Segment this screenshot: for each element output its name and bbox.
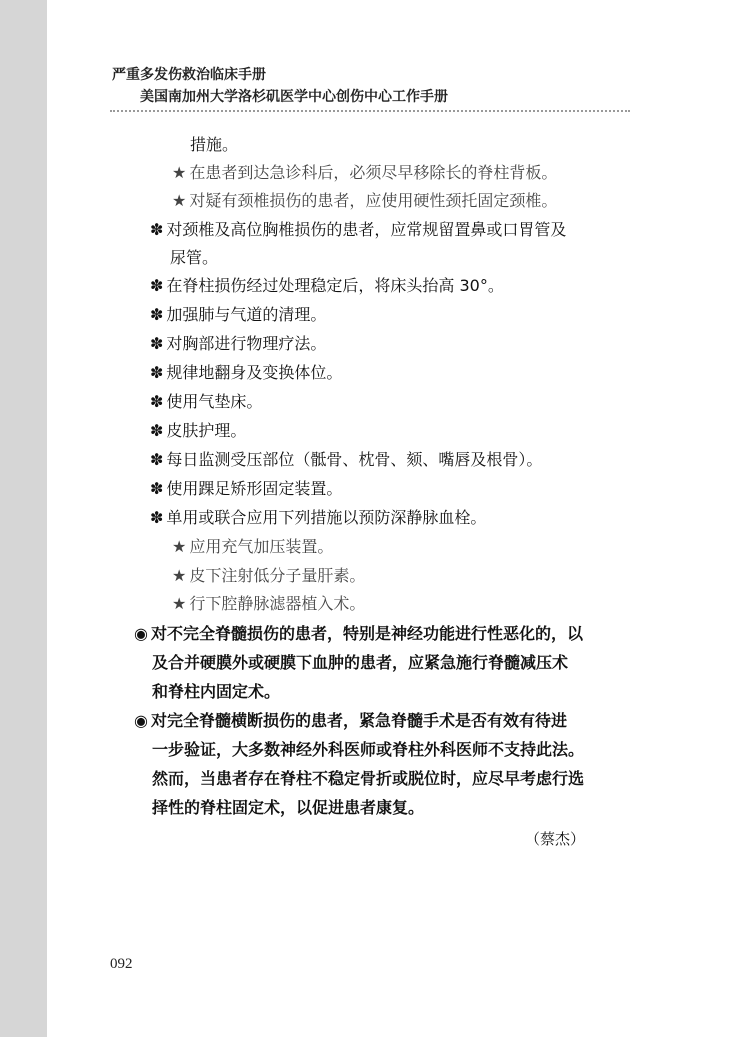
text-line xyxy=(190,135,238,155)
list-item xyxy=(150,421,246,441)
page-number: 092 xyxy=(110,956,133,972)
book-subtitle: 美国南加州大学洛杉矶医学中心创伤中心工作手册 xyxy=(140,89,448,105)
text-line-content: 尿管。 xyxy=(170,248,219,267)
text-line-content: 择性的脊柱固定术，以促进患者康复。 xyxy=(152,798,425,817)
text-line xyxy=(152,682,280,702)
flower-bullet-icon: ✽ xyxy=(150,508,164,527)
text-line xyxy=(152,798,424,818)
list-item-text: 使用踝足矫形固定装置。 xyxy=(166,479,343,498)
list-item xyxy=(150,220,566,240)
list-item xyxy=(134,711,567,731)
text-line-content: 措施。 xyxy=(190,135,239,154)
star-bullet-icon: ★ xyxy=(172,594,187,613)
list-item-text: 使用气垫床。 xyxy=(166,392,263,411)
author-credit: （蔡杰） xyxy=(525,830,586,848)
list-item-text: 规律地翻身及变换体位。 xyxy=(166,363,343,382)
circle-bullet-icon: ◉ xyxy=(134,711,148,730)
list-item-text: 对颈椎及高位胸椎损伤的患者，应常规留置鼻或口胃管及 xyxy=(166,220,567,239)
list-item xyxy=(150,479,342,499)
list-item-text: 对胸部进行物理疗法。 xyxy=(166,334,327,353)
flower-bullet-icon: ✽ xyxy=(150,450,164,469)
list-item xyxy=(172,191,557,211)
list-item xyxy=(172,163,557,183)
list-item xyxy=(134,624,583,644)
flower-bullet-icon: ✽ xyxy=(150,276,164,295)
list-item-text: 对不完全脊髓损伤的患者，特别是神经功能进行性恶化的，以 xyxy=(150,624,583,643)
list-item-text: 皮下注射低分子量肝素。 xyxy=(189,566,366,585)
flower-bullet-icon: ✽ xyxy=(150,305,164,324)
book-title: 严重多发伤救治临床手册 xyxy=(112,67,266,83)
star-bullet-icon: ★ xyxy=(172,191,187,210)
star-bullet-icon: ★ xyxy=(172,537,187,556)
flower-bullet-icon: ✽ xyxy=(150,220,164,239)
list-item-text: 每日监测受压部位（骶骨、枕骨、颏、嘴唇及根骨）。 xyxy=(166,450,543,469)
flower-bullet-icon: ✽ xyxy=(150,392,164,411)
list-item xyxy=(150,392,262,412)
flower-bullet-icon: ✽ xyxy=(150,421,164,440)
text-line-content: 及合并硬膜外或硬膜下血肿的患者，应紧急施行脊髓减压术 xyxy=(152,653,569,672)
list-item xyxy=(172,594,365,614)
text-line xyxy=(152,769,584,789)
star-bullet-icon: ★ xyxy=(172,566,187,585)
list-item-text: 对疑有颈椎损伤的患者，应使用硬性颈托固定颈椎。 xyxy=(189,191,558,210)
list-item-text: 皮肤护理。 xyxy=(166,421,247,440)
text-line-content: 一步验证，大多数神经外科医师或脊柱外科医师不支持此法。 xyxy=(152,740,585,759)
flower-bullet-icon: ✽ xyxy=(150,334,164,353)
list-item-text: 单用或联合应用下列措施以预防深静脉血栓。 xyxy=(166,508,487,527)
flower-bullet-icon: ✽ xyxy=(150,479,164,498)
list-item xyxy=(150,276,504,296)
list-item-text: 在患者到达急诊科后，必须尽早移除长的脊柱背板。 xyxy=(189,163,558,182)
text-line xyxy=(170,248,218,268)
list-item-text: 应用充气加压装置。 xyxy=(189,537,334,556)
text-line xyxy=(152,740,584,760)
page-margin-band xyxy=(0,0,47,1037)
list-item xyxy=(172,537,333,557)
list-item xyxy=(150,305,326,325)
header-divider xyxy=(110,110,630,112)
list-item-text: 加强肺与气道的清理。 xyxy=(166,305,327,324)
list-item xyxy=(172,566,365,586)
text-line xyxy=(152,653,568,673)
text-line-content: 和脊柱内固定术。 xyxy=(152,682,281,701)
list-item-text: 在脊柱损伤经过处理稳定后，将床头抬高 30°。 xyxy=(166,276,504,295)
star-bullet-icon: ★ xyxy=(172,163,187,182)
list-item-text: 对完全脊髓横断损伤的患者，紧急脊髓手术是否有效有待进 xyxy=(150,711,567,730)
list-item-text: 行下腔静脉滤器植入术。 xyxy=(189,594,366,613)
text-line-content: 然而，当患者存在脊柱不稳定骨折或脱位时，应尽早考虑行选 xyxy=(152,769,585,788)
circle-bullet-icon: ◉ xyxy=(134,624,148,643)
flower-bullet-icon: ✽ xyxy=(150,363,164,382)
list-item xyxy=(150,508,486,528)
list-item xyxy=(150,363,342,383)
list-item xyxy=(150,334,326,354)
list-item xyxy=(150,450,542,470)
